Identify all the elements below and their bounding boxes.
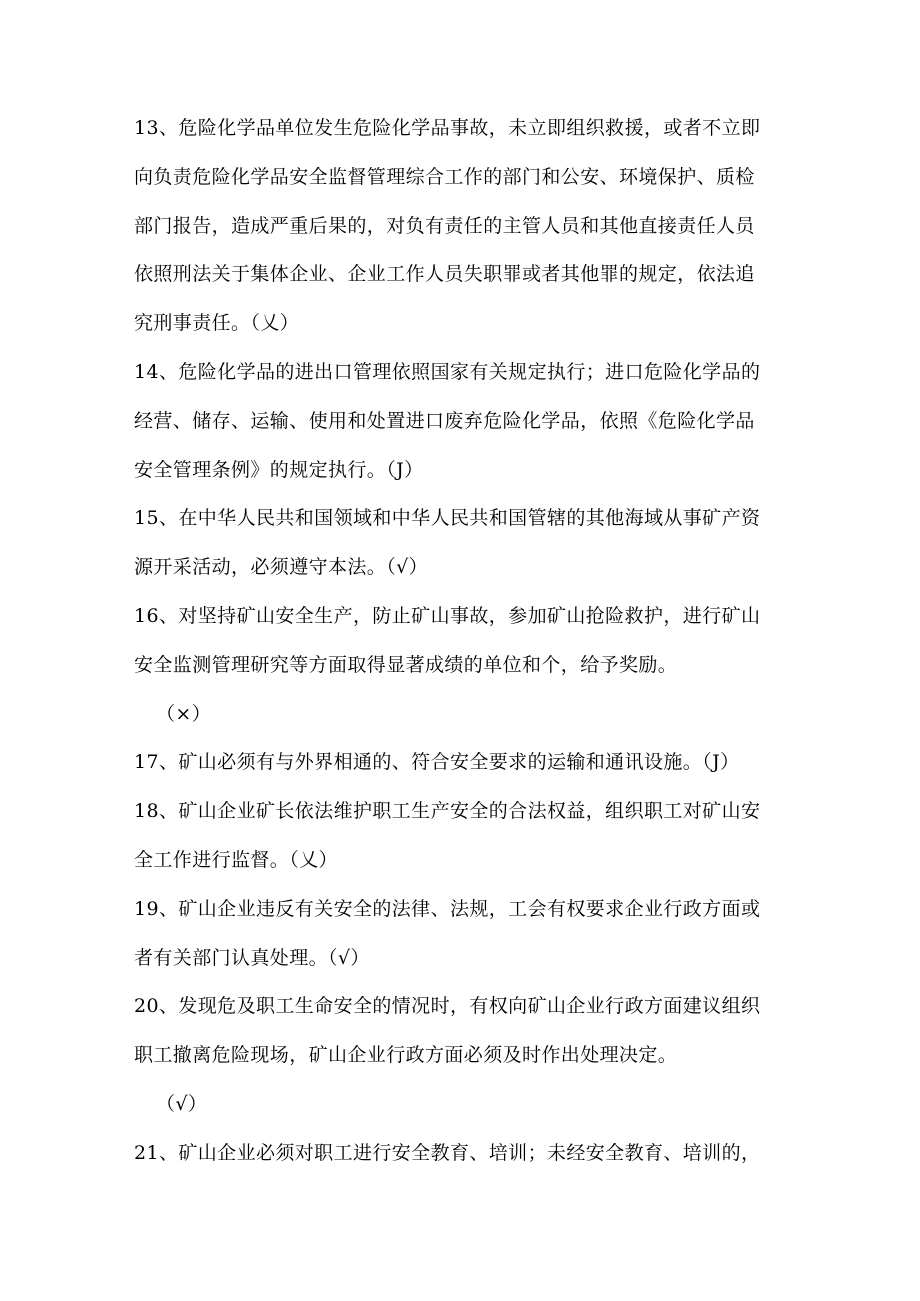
text-line: 经营、储存、运输、使用和处置进口废弃危险化学品，依照《危险化学品 (134, 409, 755, 432)
text-line: 向负责危险化学品安全监督管理综合工作的部门和公安、环境保护、质检 (134, 165, 755, 188)
text-line: 究刑事责任。（乂） (134, 312, 300, 335)
text-line: 18、矿山企业矿长依法维护职工生产安全的合法权益，组织职工对矿山安 (134, 800, 761, 823)
text-line: 13、危险化学品单位发生危险化学品事故，未立即组织救援，或者不立即 (134, 117, 761, 139)
text-line: 19、矿山企业违反有关安全的法律、法规，工会有权要求企业行政方面或 (134, 897, 761, 920)
document-body (134, 111, 794, 1185)
text-line: 15、在中华人民共和国领域和中华人民共和国管辖的其他海域从事矿产资 (134, 507, 761, 530)
text-line: 21、矿山企业必须对职工进行安全教育、培训；未经安全教育、培训的， (134, 1141, 761, 1164)
text-line: 部门报告，造成严重后果的，对负有责任的主管人员和其他直接责任人员 (134, 214, 755, 237)
text-line: 者有关部门认真处理。（√） (134, 946, 370, 969)
text-line: 20、发现危及职工生命安全的情况时，有权向矿山企业行政方面建议组织 (134, 995, 761, 1018)
text-line: 14、危险化学品的进出口管理依照国家有关规定执行；进口危险化学品的 (134, 360, 761, 383)
text-line: 安全监测管理研究等方面取得显著成绩的单位和个，给予奖励。 (134, 653, 678, 676)
text-line: 源开采活动，必须遵守本法。（√） (134, 556, 429, 579)
text-line: 职工撤离危险现场，矿山企业行政方面必须及时作出处理决定。 (134, 1044, 678, 1067)
text-line: 依照刑法关于集体企业、企业工作人员失职罪或者其他罪的规定，依法追 (134, 263, 755, 286)
answer-mark: （√） (156, 1092, 208, 1115)
text-line: 安全管理条例》的规定执行。（J） (134, 458, 424, 481)
text-line: 17、矿山必须有与外界相通的、符合安全要求的运输和通讯设施。（J） (134, 751, 740, 774)
text-line: 全工作进行监督。（乂） (134, 848, 338, 871)
answer-mark: （×） (156, 702, 212, 725)
text-line: 16、对坚持矿山安全生产，防止矿山事故，参加矿山抢险救护，进行矿山 (134, 604, 761, 627)
